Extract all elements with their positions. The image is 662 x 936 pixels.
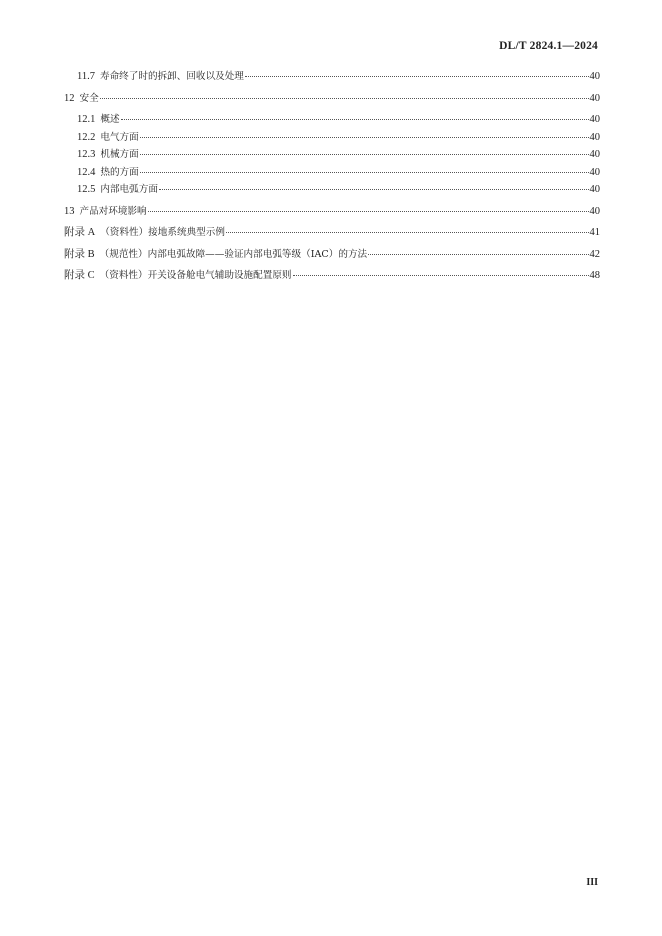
toc-entry-page: 40 <box>589 71 600 82</box>
toc-entry-title: （资料性）开关设备舱电气辅助设施配置原则 <box>99 270 292 281</box>
toc-leader-dots <box>368 254 588 255</box>
toc-entry-number: 11.7 <box>77 71 95 82</box>
toc-entry-title: （规范性）内部电弧故障——验证内部电弧等级（IAC）的方法 <box>99 248 368 260</box>
toc-entry[interactable] <box>64 129 600 147</box>
toc-entry-page: 40 <box>589 166 600 178</box>
toc-entry[interactable] <box>64 267 600 285</box>
toc-entry-number: 附录 A <box>64 227 96 238</box>
toc-entry[interactable] <box>64 203 600 221</box>
toc-entry-page: 40 <box>589 92 600 104</box>
toc-entry-title: 寿命终了时的拆卸、回收以及处理 <box>100 71 244 82</box>
toc-entry[interactable] <box>64 164 600 182</box>
toc-entry-page: 40 <box>589 205 600 217</box>
toc-leader-dots <box>100 98 589 99</box>
toc-entry[interactable] <box>64 68 600 86</box>
toc-entry-number: 12.5 <box>77 184 96 195</box>
toc-entry-title: （资料性）接地系统典型示例 <box>100 227 225 238</box>
toc-entry-number: 附录 B <box>64 248 95 260</box>
toc-leader-dots <box>293 275 589 276</box>
toc-entry[interactable] <box>64 181 600 199</box>
toc-entry-title: 概述 <box>100 114 120 125</box>
toc-entry[interactable] <box>64 224 600 242</box>
toc-entry[interactable] <box>64 90 600 108</box>
toc-entry-number: 12.2 <box>77 131 96 143</box>
toc-entry-number: 12.3 <box>77 149 96 160</box>
toc-entry-number: 13 <box>64 205 75 217</box>
toc-entry-number: 12.4 <box>77 166 96 178</box>
toc-leader-dots <box>159 189 589 190</box>
toc-leader-dots <box>245 76 589 77</box>
toc-entry-title: 机械方面 <box>100 149 139 160</box>
toc-entry-page: 48 <box>589 270 600 281</box>
toc-entry-page: 40 <box>589 184 600 195</box>
toc-entry[interactable] <box>64 111 600 129</box>
toc-entry-title: 热的方面 <box>100 166 139 178</box>
toc-entry-number: 12.1 <box>77 114 96 125</box>
document-id: DL/T 2824.1—2024 <box>499 40 598 52</box>
toc-leader-dots <box>121 119 589 120</box>
toc-entry-page: 40 <box>589 114 600 125</box>
toc-entry-page: 40 <box>589 131 600 143</box>
toc-entry-title: 电气方面 <box>100 131 139 143</box>
toc-entry[interactable] <box>64 246 600 264</box>
toc-leader-dots <box>140 172 589 173</box>
toc-entry-number: 附录 C <box>64 270 95 281</box>
toc-leader-dots <box>226 232 589 233</box>
toc-entry-title: 产品对环境影响 <box>79 205 147 217</box>
toc-leader-dots <box>140 137 589 138</box>
toc-leader-dots <box>140 154 589 155</box>
toc-entry-number: 12 <box>64 92 75 104</box>
toc-entry[interactable] <box>64 146 600 164</box>
toc-leader-dots <box>148 211 589 212</box>
toc-entry-page: 41 <box>589 227 600 238</box>
toc-entry-title: 安全 <box>79 92 99 104</box>
toc-entry-page: 40 <box>589 149 600 160</box>
toc-entry-page: 42 <box>589 248 600 260</box>
toc-entry-title: 内部电弧方面 <box>100 184 158 195</box>
page-number: III <box>586 877 598 888</box>
table-of-contents <box>64 68 600 285</box>
